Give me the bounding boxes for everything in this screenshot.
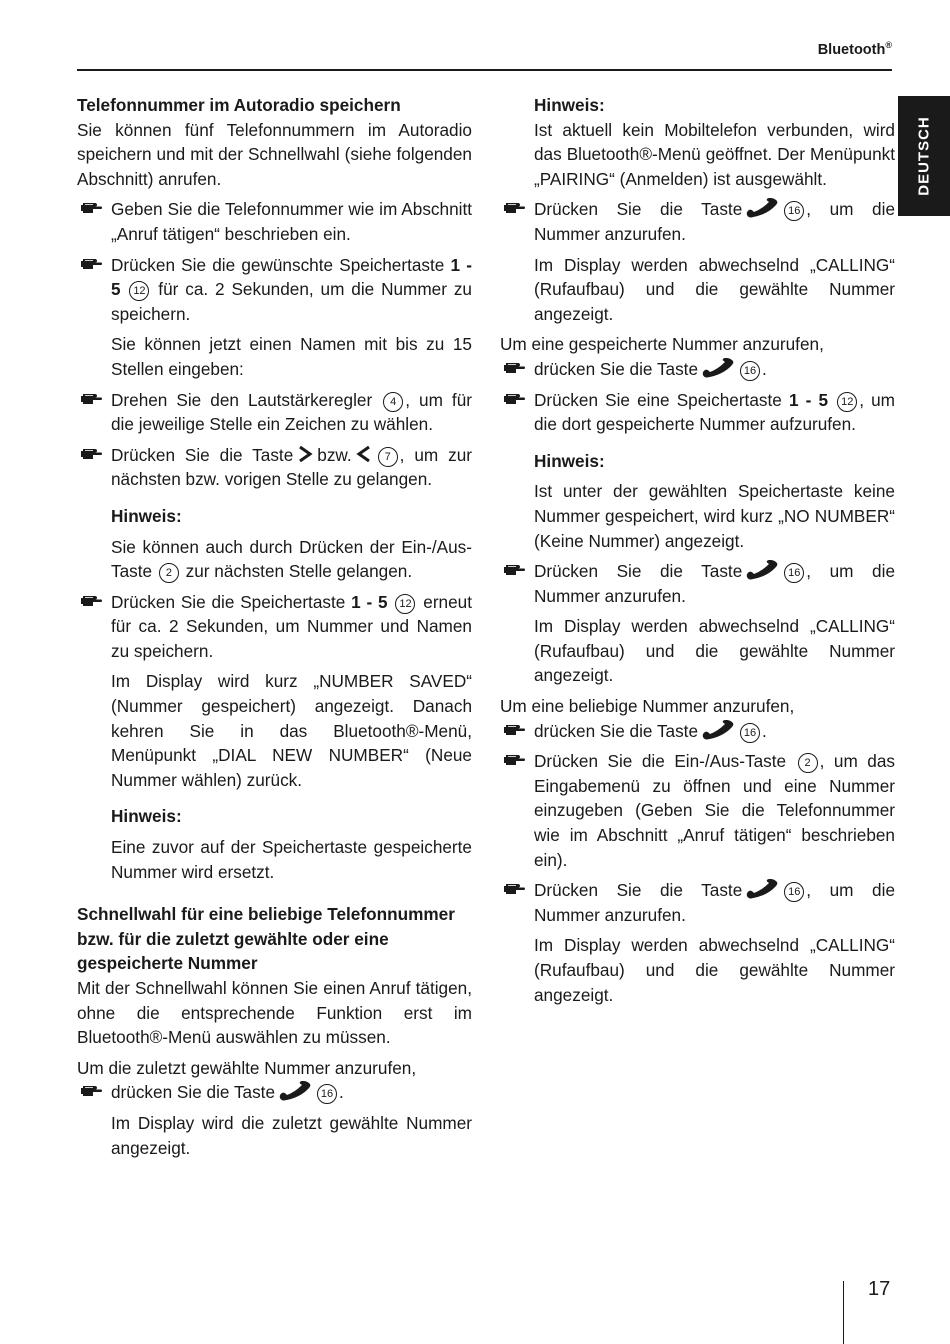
- instruction-step: Drücken Sie die Speichertaste 1 - 5 12 erneut für ca. 2 Sekunden, um Nummer und Namen zu speichern.: [77, 590, 472, 664]
- note-text: Ist unter der gewählten Speichertaste keine Nummer gespeichert, wird kurz „NO NUMBER“ (Keine Nummer) angezeigt.: [534, 481, 895, 551]
- instruction-step: Drücken Sie eine Speichertaste 1 - 5 12 , um die dort gespeicherte Nummer aufzurufen.: [500, 388, 895, 437]
- page-number: 17: [868, 1278, 891, 1300]
- pointing-hand-icon: [503, 559, 525, 581]
- callout-number: 16: [784, 201, 804, 221]
- callout-number: 12: [837, 392, 857, 412]
- pointing-hand-icon: [503, 357, 525, 379]
- callout-number: 12: [395, 594, 415, 614]
- pointing-hand-icon: [503, 749, 525, 771]
- instruction-step: Drücken Sie die Taste 16 , um die Nummer anzurufen.: [500, 197, 895, 246]
- step-continuation: Im Display wird kurz „NUMBER SAVED“ (Nummer gespeichert) angezeigt. Danach kehren Sie in das Bluetooth®-Menü, Menüpunkt „DIAL NEW NUMBER“ (Neue Nummer wählen) zurück.: [111, 671, 472, 790]
- pointing-hand-icon: [80, 590, 102, 612]
- instruction-step: Drücken Sie die Taste 16 , um die Nummer anzurufen.: [500, 559, 895, 608]
- note-title: Hinweis:: [534, 450, 605, 471]
- callout-number: 4: [383, 392, 403, 412]
- instruction-step: Drücken Sie die Taste bzw. 7 , um zur nächsten bzw. vorigen Stelle zu gelangen.: [77, 443, 472, 492]
- intro-paragraph: Sie können fünf Telefonnummern im Autoradio speichern und mit der Schnellwahl (siehe folgenden Abschnitt) anrufen.: [77, 119, 472, 189]
- note-title: Hinweis:: [111, 806, 182, 827]
- left-column: [77, 93, 472, 1160]
- phone-icon: [701, 720, 735, 740]
- phone-icon: [745, 560, 779, 580]
- section-title: Bluetooth®: [817, 40, 892, 58]
- right-arrow-icon: [297, 445, 313, 463]
- pointing-hand-icon: [80, 388, 102, 410]
- heading-save-number: Telefonnummer im Autoradio speichern: [77, 95, 401, 115]
- header-rule: [77, 69, 892, 71]
- instruction-step: Drücken Sie die Taste 16 , um die Nummer anzurufen.: [500, 878, 895, 927]
- lead-in-text: Um eine beliebige Nummer anzurufen,: [500, 696, 795, 717]
- note-title: Hinweis:: [534, 95, 605, 115]
- language-tab: DEUTSCH: [898, 96, 950, 216]
- heading-speed-dial: Schnellwahl für eine beliebige Telefonnummer bzw. für die zuletzt gewählte oder eine gespeicherte Nummer: [77, 904, 455, 974]
- step-continuation: Im Display werden abwechselnd „CALLING“ (Rufaufbau) und die gewählte Nummer angezeigt.: [534, 254, 895, 324]
- instruction-step: Geben Sie die Telefonnummer wie im Abschnitt „Anruf tätigen“ beschrieben ein.: [77, 197, 472, 246]
- callout-number: 16: [784, 563, 804, 583]
- right-column: [500, 93, 895, 1007]
- callout-number: 7: [378, 447, 398, 467]
- note-title: Hinweis:: [111, 505, 182, 526]
- phone-icon: [745, 879, 779, 899]
- callout-number: 2: [798, 753, 818, 773]
- pointing-hand-icon: [80, 1080, 102, 1102]
- phone-icon: [278, 1081, 312, 1101]
- lead-in-text: Um die zuletzt gewählte Nummer anzurufen,: [77, 1057, 417, 1078]
- pointing-hand-icon: [503, 878, 525, 900]
- pointing-hand-icon: [503, 719, 525, 741]
- callout-number: 16: [784, 882, 804, 902]
- instruction-step: drücken Sie die Taste 16 .: [500, 357, 895, 382]
- instruction-step: Drücken Sie die Ein-/Aus-Taste 2 , um das Eingabemenü zu öffnen und eine Nummer einzugeben (Geben Sie die Telefonnummer wie im Abschnitt „Anruf tätigen“ beschrieben ein).: [500, 749, 895, 872]
- pointing-hand-icon: [80, 197, 102, 219]
- phone-icon: [745, 198, 779, 218]
- instruction-step: drücken Sie die Taste 16 .: [500, 719, 895, 744]
- step-continuation: Im Display werden abwechselnd „CALLING“ (Rufaufbau) und die gewählte Nummer angezeigt.: [534, 616, 895, 686]
- instruction-step: Drücken Sie die gewünschte Speichertaste 1 - 5 12 für ca. 2 Sekunden, um die Nummer zu speichern.: [77, 253, 472, 327]
- step-continuation: Im Display wird die zuletzt gewählte Nummer angezeigt.: [111, 1112, 472, 1158]
- callout-number: 16: [740, 723, 760, 743]
- callout-number: 12: [129, 281, 149, 301]
- pointing-hand-icon: [503, 197, 525, 219]
- lead-in-text: Um eine gespeicherte Nummer anzurufen,: [500, 334, 824, 355]
- instruction-step: Drehen Sie den Lautstärkeregler 4 , um für die jeweilige Stelle ein Zeichen zu wählen.: [77, 388, 472, 437]
- left-arrow-icon: [356, 445, 372, 463]
- callout-number: 2: [159, 563, 179, 583]
- note-text: Ist aktuell kein Mobiltelefon verbunden, wird das Bluetooth®-Menü geöffnet. Der Menüpunkt „PAIRING“ (Anmelden) ist ausgewählt.: [534, 119, 895, 189]
- note-text: Eine zuvor auf der Speichertaste gespeicherte Nummer wird ersetzt.: [111, 837, 472, 882]
- footer-rule: [843, 1281, 844, 1344]
- callout-number: 16: [317, 1084, 337, 1104]
- callout-number: 16: [740, 361, 760, 381]
- step-continuation: Sie können jetzt einen Namen mit bis zu 15 Stellen eingeben:: [111, 334, 472, 379]
- intro-paragraph: Mit der Schnellwahl können Sie einen Anruf tätigen, ohne die entsprechende Funktion erst im Bluetooth®-Menü auswählen zu müssen.: [77, 978, 472, 1048]
- step-continuation: Im Display werden abwechselnd „CALLING“ (Rufaufbau) und die gewählte Nummer angezeigt.: [534, 935, 895, 1005]
- instruction-step: drücken Sie die Taste 16 .: [77, 1080, 472, 1105]
- pointing-hand-icon: [503, 388, 525, 410]
- phone-icon: [701, 358, 735, 378]
- pointing-hand-icon: [80, 253, 102, 275]
- pointing-hand-icon: [80, 443, 102, 465]
- note-text: Sie können auch durch Drücken der Ein-/Aus-Taste 2 zur nächsten Stelle gelangen.: [111, 536, 472, 582]
